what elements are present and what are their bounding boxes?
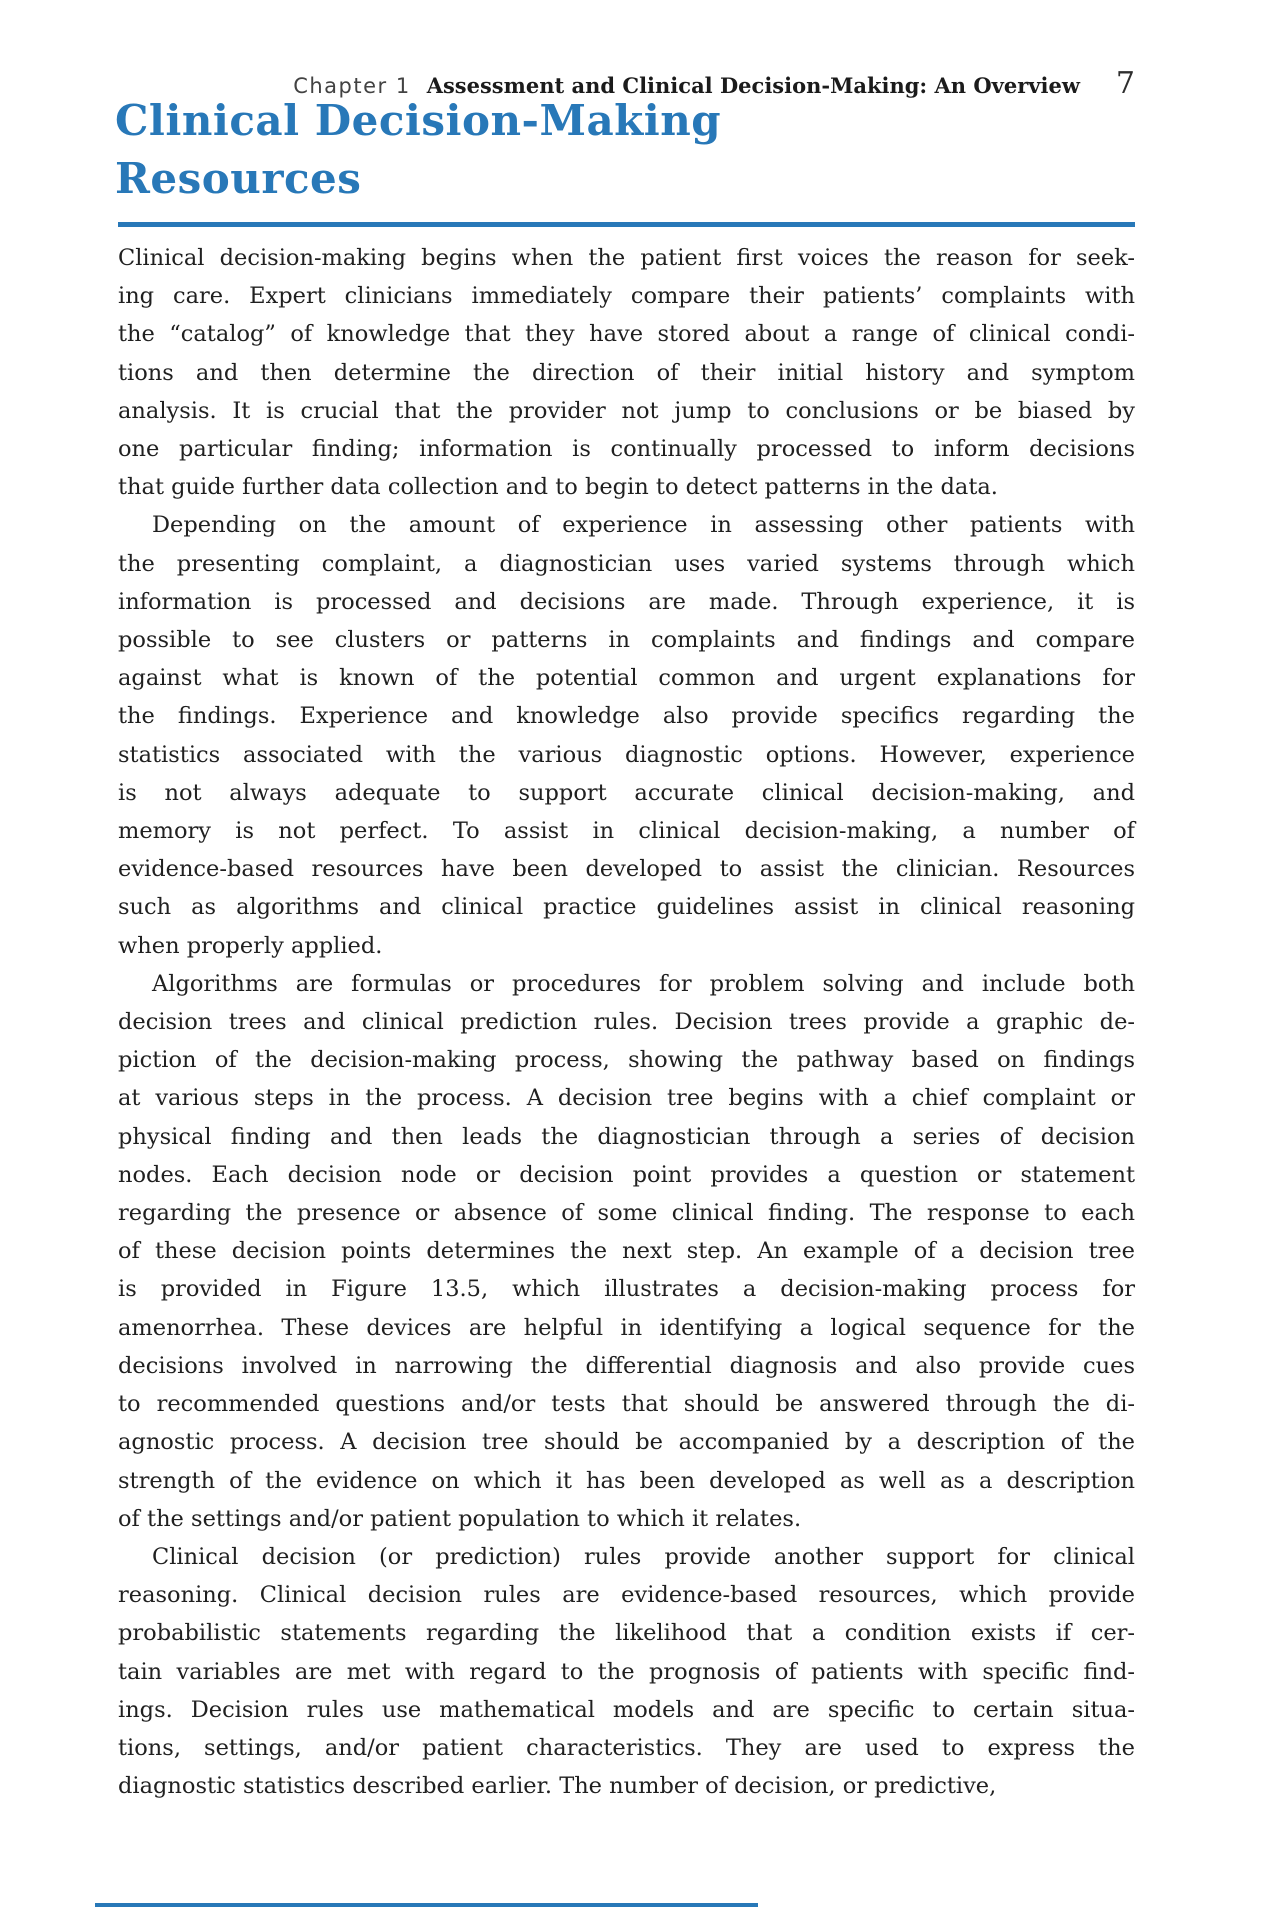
text-line: tions and then determine the direction of their initial history and symptom	[118, 359, 1135, 386]
paragraph	[118, 1538, 1135, 1805]
paragraph	[118, 965, 1135, 1538]
text-line: decisions involved in narrowing the differential diagnosis and also provide cues	[118, 1352, 1135, 1379]
text-line: that guide further data collection and to begin to detect patterns in the data.	[118, 474, 998, 501]
text-line: Clinical decision-making begins when the patient first voices the reason for seek-	[118, 245, 1135, 271]
text-line: the “catalog” of knowledge that they have stored about a range of clinical condi-	[118, 321, 1135, 348]
text-line: regarding the presence or absence of some clinical finding. The response to each	[118, 1200, 1135, 1227]
text-line: memory is not perfect. To assist in clinical decision-making, a number of	[118, 818, 1135, 845]
text-line: information is processed and decisions are made. Through experience, it is	[118, 588, 1135, 615]
text-line: Clinical decision (or prediction) rules provide another support for clinical	[152, 1543, 1135, 1570]
paragraph	[118, 506, 1135, 964]
chapter-title: Assessment and Clinical Decision-Making: An Overview	[426, 73, 1080, 98]
text-line: reasoning. Clinical decision rules are evidence-based resources, which provide	[118, 1582, 1135, 1609]
text-line: when properly applied.	[118, 932, 383, 959]
title-underline-rule	[118, 222, 1135, 227]
chapter-label: Chapter 1	[293, 74, 411, 98]
text-line: of the settings and/or patient population to which it relates.	[118, 1505, 802, 1532]
section-title-line-2: Resources	[115, 154, 362, 203]
text-line: ings. Decision rules use mathematical models and are specific to certain situa-	[118, 1696, 1135, 1723]
bottom-page-rule	[95, 1903, 758, 1907]
text-line: tain variables are met with regard to the prognosis of patients with specific find-	[118, 1658, 1135, 1685]
text-line: evidence-based resources have been developed to assist the clinician. Resources	[118, 856, 1135, 883]
text-line: possible to see clusters or patterns in complaints and findings and compare	[118, 627, 1135, 654]
text-line: to recommended questions and/or tests that should be answered through the di-	[118, 1391, 1135, 1418]
text-line: amenorrhea. These devices are helpful in identifying a logical sequence for the	[118, 1314, 1135, 1341]
text-line: Depending on the amount of experience in assessing other patients with	[152, 512, 1135, 539]
text-line: analysis. It is crucial that the provider not jump to conclusions or be biased by	[118, 397, 1135, 424]
text-line: agnostic process. A decision tree should be accompanied by a description of the	[118, 1429, 1135, 1456]
text-line: is not always adequate to support accurate clinical decision-making, and	[118, 779, 1135, 806]
text-line: diagnostic statistics described earlier. The number of decision, or predictive,	[118, 1773, 997, 1800]
text-line: of these decision points determines the next step. An example of a decision tree	[118, 1238, 1135, 1265]
text-line: the presenting complaint, a diagnostician uses varied systems through which	[118, 550, 1135, 577]
text-line: statistics associated with the various diagnostic options. However, experience	[118, 741, 1135, 768]
body-text	[118, 239, 1135, 1805]
text-line: such as algorithms and clinical practice guidelines assist in clinical reasoning	[118, 894, 1135, 921]
text-line: physical finding and then leads the diagnostician through a series of decision	[118, 1123, 1135, 1150]
text-line: against what is known of the potential common and urgent explanations for	[118, 665, 1135, 692]
paragraph	[118, 239, 1135, 506]
text-line: piction of the decision-making process, showing the pathway based on findings	[118, 1047, 1135, 1074]
text-line: probabilistic statements regarding the likelihood that a condition exists if cer-	[118, 1620, 1135, 1647]
text-line: strength of the evidence on which it has been developed as well as a description	[118, 1467, 1135, 1494]
text-line: decision trees and clinical prediction rules. Decision trees provide a graphic de-	[118, 1009, 1135, 1036]
section-title	[115, 92, 721, 208]
text-line: is provided in Figure 13.5, which illustrates a decision-making process for	[118, 1276, 1135, 1303]
text-line: at various steps in the process. A decision tree begins with a chief complaint or	[118, 1085, 1135, 1112]
text-line: the findings. Experience and knowledge also provide specifics regarding the	[118, 703, 1135, 730]
text-line: one particular finding; information is continually processed to inform decisions	[118, 436, 1135, 463]
text-line: tions, settings, and/or patient characteristics. They are used to express the	[118, 1734, 1135, 1761]
text-line: ing care. Expert clinicians immediately compare their patients’ complaints with	[118, 283, 1135, 310]
page-number: 7	[1115, 66, 1135, 101]
text-line: Algorithms are formulas or procedures for problem solving and include both	[152, 970, 1135, 997]
text-line: nodes. Each decision node or decision point provides a question or statement	[118, 1161, 1135, 1188]
section-title-line-1: Clinical Decision-Making	[115, 96, 722, 145]
